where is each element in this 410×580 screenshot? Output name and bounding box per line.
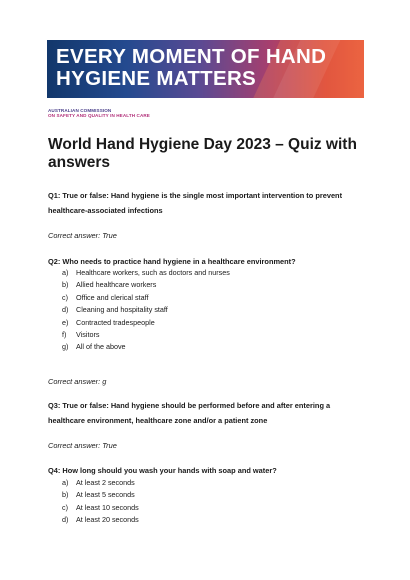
option-item: a) At least 2 seconds <box>62 478 135 487</box>
answer-2: Correct answer: g <box>48 377 107 386</box>
question-4: Q4: How long should you wash your hands with soap and water? <box>48 466 277 475</box>
commission-logo <box>48 108 150 119</box>
option-item: c) At least 10 seconds <box>62 502 139 512</box>
answer-1: Correct answer: True <box>48 231 117 240</box>
commission-logo-line-2: ON SAFETY AND QUALITY IN HEALTH CARE <box>48 113 150 119</box>
commission-logo-line-1: AUSTRALIAN COMMISSION <box>48 108 112 113</box>
question-4-options <box>62 477 139 527</box>
option-item: b) Allied healthcare workers <box>62 280 157 290</box>
banner-heading-line-1: EVERY MOMENT OF HAND <box>56 45 327 68</box>
option-item: a) Healthcare workers, such as doctors and nurses <box>62 268 230 277</box>
question-3: Q3: True or false: Hand hygiene should be performed before and after entering a healthcare environment, healthcare zone and/or a patient zone <box>48 401 331 425</box>
page-title: World Hand Hygiene Day 2023 – Quiz with answers <box>48 136 357 171</box>
banner-heading-line-2: HYGIENE MATTERS <box>56 67 257 90</box>
option-item: g) All of the above <box>62 342 126 352</box>
option-item: d) Cleaning and hospitality staff <box>62 305 168 315</box>
option-item: d) At least 20 seconds <box>62 515 139 525</box>
question-2-options <box>62 267 230 354</box>
option-item: b) At least 5 seconds <box>62 490 135 500</box>
header-banner <box>47 40 364 98</box>
option-item: f) Visitors <box>62 329 100 339</box>
answer-3: Correct answer: True <box>48 441 117 450</box>
option-item: c) Office and clerical staff <box>62 292 149 302</box>
option-item: e) Contracted tradespeople <box>62 317 155 327</box>
question-2: Q2: Who needs to practice hand hygiene in a healthcare environment? <box>48 257 296 266</box>
question-1: Q1: True or false: Hand hygiene is the single most important intervention to prevent healthcare-associated infections <box>48 191 343 215</box>
